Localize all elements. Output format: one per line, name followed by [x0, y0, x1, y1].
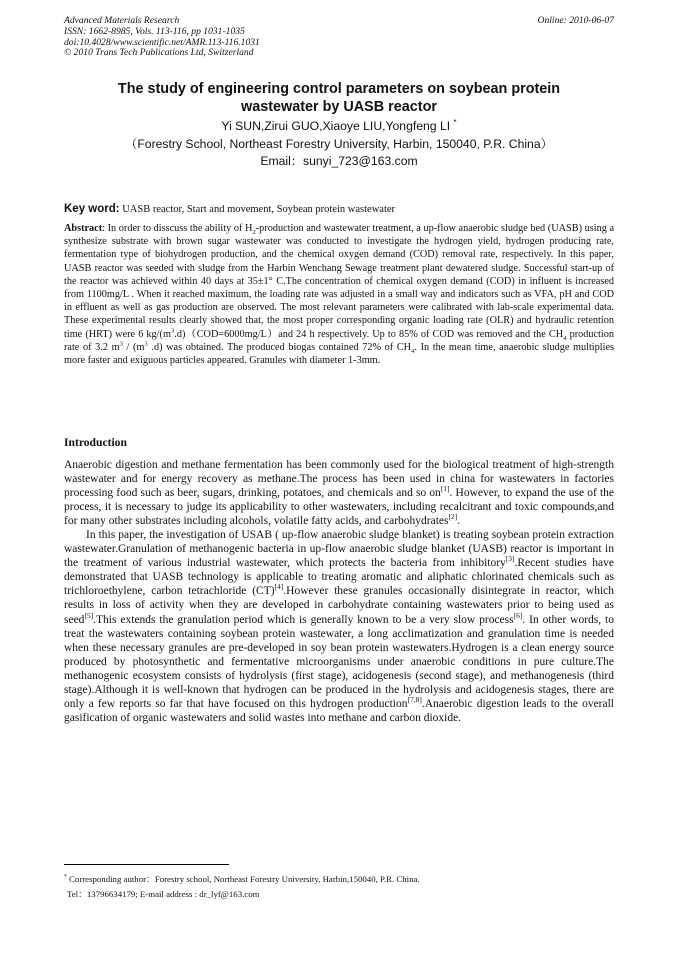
- footnote: [64, 872, 614, 901]
- author-list: [64, 118, 614, 136]
- title-line-2: wastewater by UASB reactor: [241, 98, 437, 115]
- title-line-1: The study of engineering control parameters on soybean protein: [117, 81, 561, 97]
- paper-title: [64, 81, 614, 116]
- author-block: [64, 118, 614, 171]
- author-email[interactable]: Email：sunyi_723@163.com: [260, 154, 418, 169]
- section-heading-introduction: Introduction: [64, 436, 127, 449]
- subscript: 4: [411, 347, 415, 355]
- abstract-text: .d) was obtained. The produced biogas contained 72% of CH: [147, 341, 412, 353]
- superscript: 3: [119, 340, 123, 348]
- paragraph: [64, 528, 614, 725]
- footnote-line-2: Tel：13796634179; E-mail address : dr_lyf@163.com: [67, 888, 260, 899]
- footnote-asterisk: *: [64, 874, 67, 881]
- citation[interactable]: [2]: [448, 512, 458, 522]
- footnote-divider: [64, 864, 229, 865]
- superscript: 3: [170, 327, 175, 335]
- subscript: 2: [252, 229, 256, 237]
- online-date: Online: 2010-06-07: [537, 15, 614, 26]
- citation[interactable]: [1]: [440, 484, 450, 494]
- footnote-line-1: [64, 872, 614, 887]
- paragraph: [64, 458, 614, 528]
- keyword-list: UASB reactor, Start and movement, Soybean protein wastewater: [122, 204, 396, 215]
- abstract-text: / (m: [122, 341, 145, 353]
- paragraph-text: .Anaerobic digestion leads to the overall gasification of organic wastewaters and solid wastes into methane and carbon dioxide.: [64, 697, 614, 724]
- abstract: [64, 222, 614, 367]
- abstract-label: Abstract: [64, 223, 103, 234]
- abstract-text: : In order to disscuss the ability of H: [102, 223, 253, 234]
- paragraph-text: .However these granules occasionally disintegrate in reactor, which results in loss of activity when they are developed in carbohydrate containing wastewaters prior to being used as seed: [64, 585, 614, 626]
- abstract-text: . In the mean time, anaerobic sludge multiplies more faster and exiguous particles appeared. Granules with diameter 1-3mm.: [64, 341, 614, 367]
- abstract-text: -production and wastewater treatment, a up-flow anaerobic sludge bed (UASB) using a synthesize substrate with brown sugar wastewater was conducted to investigate the hydrogen yield, hydrogen producing rate, fermentation type of biohydrogen production, and the chemical oxygen demand (COD) removal rate, respectively. In this paper, UASB reactor was seeded with sludge from the Harbin Wenchang Sewage treatment plant dewatered sludge. Successful start-up of the reactor was achieved within 40 days at 35±1° C.The concentration of chemical oxygen demand (COD) in influent is increased from 1100mg/L . When it reached maximum, the loading rate was adjusted in a small way and indicators such as VFA, pH and COD in effluent as well as gas production are observed. The most relevant parameters were calibrated with lab-scale experimental data. These experimental results clearly showed that, the most proper corresponding organic loading rate (OLR) and hydraulic retention time (HRT) were 6 kg/(m: [64, 223, 614, 340]
- citation[interactable]: [4]: [274, 582, 284, 592]
- journal-header: [64, 16, 614, 59]
- paragraph-text: . However, to expand the use of the process, it is necessary to judge its applicability to other wastewaters, including recalcitrant and toxic compounds,and for many other substrates including alcohols, volatile fatty acids, and carbohydrates: [64, 487, 614, 528]
- paragraph-text: .: [457, 515, 461, 528]
- author-names: Yi SUN,Zirui GUO,Xiaoye LIU,Yongfeng LI: [221, 119, 451, 133]
- paragraph-text: Anaerobic digestion and methane fermentation has been commonly used for the biological treatment of high-strength wastewater and for energy recovery as methane.The process has been used in china for wastewaters in factories processing food such as beer, sugars, drinking, potatoes, and chemicals and so on: [64, 459, 614, 500]
- journal-name: Advanced Materials Research: [64, 15, 180, 26]
- keyword-label: Key word:: [64, 203, 120, 215]
- doi-line: doi:10.4028/www.scientific.net/AMR.113-116.1031: [64, 36, 260, 48]
- paragraph-text: .Recent studies have demonstrated that UASB technology is applicable to treating aromatic and aliphatic chlorinated chemicals such as trichloroethylene, carbon tetrachloride (CT): [64, 557, 614, 598]
- introduction-body: [64, 458, 614, 725]
- abstract-text: production rate of 3.2 m: [64, 328, 614, 353]
- keywords: [64, 203, 614, 215]
- citation[interactable]: [3]: [505, 554, 515, 564]
- author-asterisk: *: [453, 117, 457, 127]
- paragraph-text: . In other words, to treat the wastewaters containing soybean protein wastewater, a long acclimatization and granulation time is needed when these necessary granules are pre-developed in soy bean protein wastewaters.Hydrogen is a clean energy source produced by photosynthetic and fermentative microorganisms under anaerobic conditions in pure culture.The methanogenic ecosystem consists of hydrolysis (first stage), acidogenesis (second stage), and methanogenesis (third stage).Although it is well-known that hydrogen can be produced in the hydrolysis and acidogenesis stages, there are only a few reports so far that have focused on this hydrogen production: [64, 613, 614, 710]
- citation[interactable]: [7,8]: [407, 694, 422, 704]
- paragraph-text: In this paper, the investigation of USAB ( up-flow anaerobic sludge blanket) is treating soybean protein extraction wastewater.Granulation of methanogenic bacteria in up-flow anaerobic sludge blanket (UASB) reactor is important in the treatment of various industrial wastewater, which protects the bacteria from inhibitory: [64, 529, 614, 570]
- paragraph-text: .This extends the granulation period which is generally known to be a very slow process: [93, 613, 514, 626]
- subscript: 4: [563, 334, 567, 342]
- copyright-line: © 2010 Trans Tech Publications Ltd, Switzerland: [64, 47, 254, 59]
- affiliation: （Forestry School, Northeast Forestry University, Harbin, 150040, P.R. China）: [125, 136, 553, 151]
- abstract-text: .d)（COD=6000mg/L）and 24 h respectively. Up to 85% of COD was removed and the CH: [174, 328, 564, 340]
- footnote-text: Corresponding author：Forestry school, Northeast Forestry University, Harbin,150040, P.R. China.: [66, 874, 420, 884]
- citation[interactable]: [6]: [513, 610, 523, 620]
- issn-line: ISSN: 1662-8985, Vols. 113-116, pp 1031-1035: [64, 25, 245, 37]
- citation[interactable]: [5]: [84, 610, 94, 620]
- superscript: 3: [144, 340, 148, 348]
